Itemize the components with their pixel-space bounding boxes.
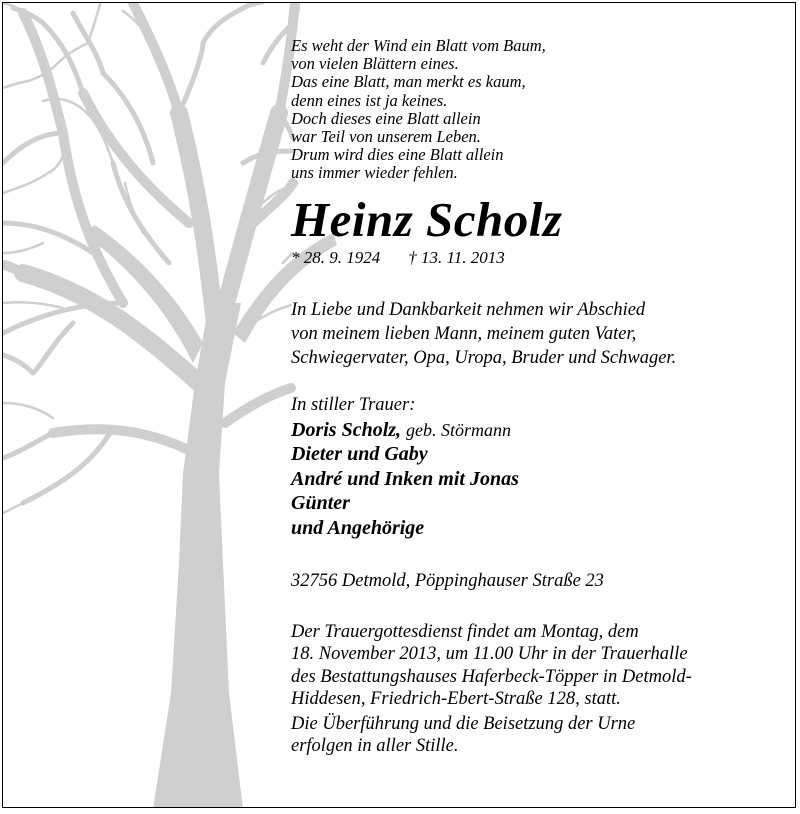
obituary-text (291, 37, 791, 757)
poem-line: Es weht der Wind ein Blatt vom Baum, (291, 36, 546, 55)
mourners-list (291, 418, 791, 541)
notice-line: erfolgen in aller Stille. (291, 736, 459, 757)
obituary-notice (2, 2, 796, 808)
mourner-item (291, 418, 791, 443)
message-line: von meinem lieben Mann, meinem guten Vater, (291, 323, 637, 344)
deceased-name: Heinz Scholz (291, 191, 563, 247)
message-line: In Liebe und Dankbarkeit nehmen wir Abschied (291, 299, 646, 320)
poem-line: denn eines ist ja keines. (291, 90, 448, 110)
poem-line: war Teil von unserem Leben. (291, 127, 481, 147)
death-date: † 13. 11. 2013 (408, 247, 505, 267)
birth-date: * 28. 9. 1924 (291, 247, 381, 267)
mourner-item: Dieter und Gaby (291, 443, 428, 466)
farewell-message (291, 298, 791, 370)
mourning-heading: In stiller Trauer: (291, 394, 416, 415)
poem-line: Doch dieses eine Blatt allein (291, 108, 481, 128)
mourner-item: und Angehörige (291, 516, 425, 539)
family-address: 32756 Detmold, Pöppinghauser Straße 23 (291, 571, 604, 592)
notice-line: Hiddesen, Friedrich-Ebert-Straße 128, statt. (291, 688, 621, 709)
burial-notice (291, 713, 791, 757)
life-dates (291, 248, 791, 268)
notice-line: Die Überführung und die Beisetzung der Urne (291, 713, 636, 734)
notice-line: 18. November 2013, um 11.00 Uhr in der Trauerhalle (291, 644, 688, 665)
poem-line: Das eine Blatt, man merkt es kaum, (291, 72, 526, 92)
funeral-service-notice (291, 621, 791, 757)
tree-branches (3, 3, 299, 513)
memorial-poem (291, 37, 791, 183)
poem-line: Drum wird dies eine Blatt allein (291, 145, 504, 165)
notice-line: Der Trauergottesdienst findet am Montag, dem (291, 622, 639, 643)
notice-line: des Bestattungshauses Haferbeck-Töpper in Detmold- (291, 666, 692, 687)
message-line: Schwiegervater, Opa, Uropa, Bruder und Schwager. (291, 347, 677, 368)
mourner-item: André und Inken mit Jonas (291, 467, 519, 490)
mourner-item: Günter (291, 492, 350, 515)
poem-line: von vielen Blättern eines. (291, 54, 459, 74)
poem-line: uns immer wieder fehlen. (291, 163, 458, 183)
mourner-birth-name: geb. Störmann (406, 419, 512, 440)
mourner-name: Doris Scholz, (291, 418, 402, 441)
